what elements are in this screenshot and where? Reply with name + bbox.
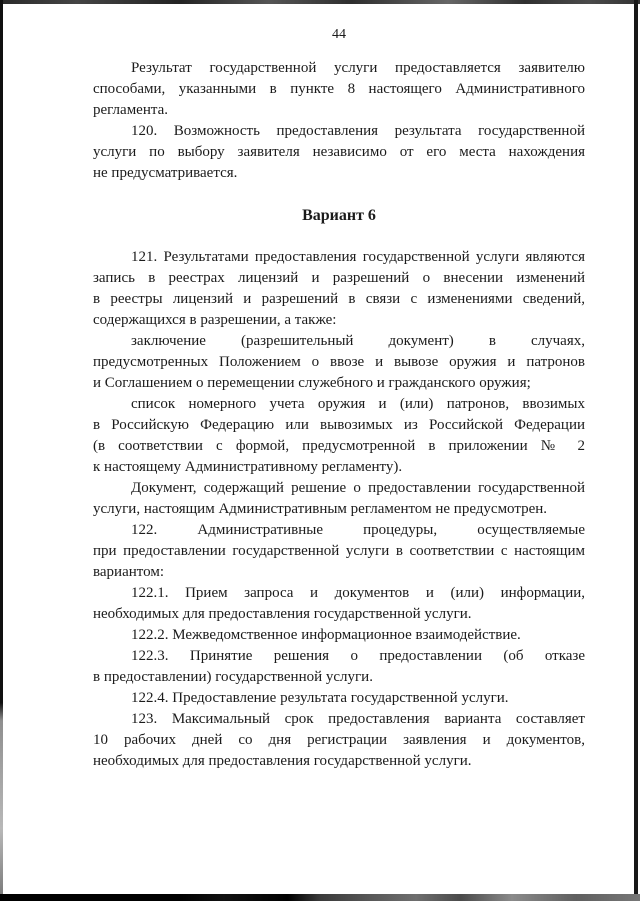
text-line: услуги, настоящим Административным регламентом не предусмотрен. bbox=[93, 501, 548, 517]
paragraph bbox=[93, 583, 585, 625]
text-line: в реестры лицензий и разрешений в связи с изменениями сведений, bbox=[93, 291, 585, 307]
paragraphs-after-heading bbox=[93, 247, 585, 772]
text-line: 120. Возможность предоставления результата государственной bbox=[131, 123, 585, 139]
scan-artifact-left-edge bbox=[0, 0, 3, 901]
text-line: заключение (разрешительный документ) в случаях, bbox=[131, 333, 585, 349]
paragraph bbox=[93, 331, 585, 394]
scan-artifact-bottom-edge bbox=[0, 894, 640, 901]
text-line: 122.4. Предоставление результата государственной услуги. bbox=[131, 690, 509, 706]
paragraph bbox=[93, 688, 585, 709]
text-line: при предоставлении государственной услуги в соответствии с настоящим bbox=[93, 543, 585, 559]
paragraph bbox=[93, 520, 585, 583]
paragraph bbox=[93, 394, 585, 478]
text-line: необходимых для предоставления государственной услуги. bbox=[93, 753, 472, 769]
paragraph bbox=[93, 58, 585, 121]
text-line: вариантом: bbox=[93, 564, 164, 580]
scan-artifact-right-edge bbox=[634, 0, 638, 901]
text-line: необходимых для предоставления государственной услуги. bbox=[93, 606, 472, 622]
text-line: 122. Административные процедуры, осуществляемые bbox=[131, 522, 585, 538]
text-line: Результат государственной услуги предоставляется заявителю bbox=[131, 60, 585, 76]
paragraph bbox=[93, 646, 585, 688]
text-line: 123. Максимальный срок предоставления варианта составляет bbox=[131, 711, 585, 727]
section-heading: Вариант 6 bbox=[302, 207, 376, 224]
text-line: 122.2. Межведомственное информационное взаимодействие. bbox=[131, 627, 521, 643]
text-line: в Российскую Федерацию или вывозимых из Российской Федерации bbox=[93, 417, 585, 433]
text-line: способами, указанными в пункте 8 настоящего Административного bbox=[93, 81, 585, 97]
page-number: 44 bbox=[332, 27, 346, 42]
text-line: услуги по выбору заявителя независимо от его места нахождения bbox=[93, 144, 585, 160]
text-line: запись в реестрах лицензий и разрешений о внесении изменений bbox=[93, 270, 585, 286]
paragraphs-before-heading bbox=[93, 58, 585, 184]
text-line: к настоящему Административному регламенту). bbox=[93, 459, 403, 475]
text-line: 10 рабочих дней со дня регистрации заявления и документов, bbox=[93, 732, 585, 748]
text-line: регламента. bbox=[93, 102, 169, 118]
paragraph bbox=[93, 478, 585, 520]
text-line: 121. Результатами предоставления государственной услуги являются bbox=[131, 249, 585, 265]
paragraph bbox=[93, 121, 585, 184]
paragraph bbox=[93, 625, 585, 646]
text-line: в предоставлении) государственной услуги. bbox=[93, 669, 373, 685]
text-line: не предусматривается. bbox=[93, 165, 238, 181]
text-line: и Соглашением о перемещении служебного и гражданского оружия; bbox=[93, 375, 531, 391]
paragraph bbox=[93, 247, 585, 331]
text-line: 122.3. Принятие решения о предоставлении (об отказе bbox=[131, 648, 585, 664]
document-body bbox=[93, 58, 585, 772]
text-line: список номерного учета оружия и (или) патронов, ввозимых bbox=[131, 396, 585, 412]
text-line: 122.1. Прием запроса и документов и (или) информации, bbox=[131, 585, 585, 601]
page-content bbox=[93, 0, 585, 772]
text-line: Документ, содержащий решение о предоставлении государственной bbox=[131, 480, 585, 496]
text-line: (в соответствии с формой, предусмотренной в приложении № 2 bbox=[93, 438, 585, 454]
paragraph bbox=[93, 709, 585, 772]
text-line: содержащихся в разрешении, а также: bbox=[93, 312, 337, 328]
text-line: предусмотренных Положением о ввозе и вывозе оружия и патронов bbox=[93, 354, 585, 370]
